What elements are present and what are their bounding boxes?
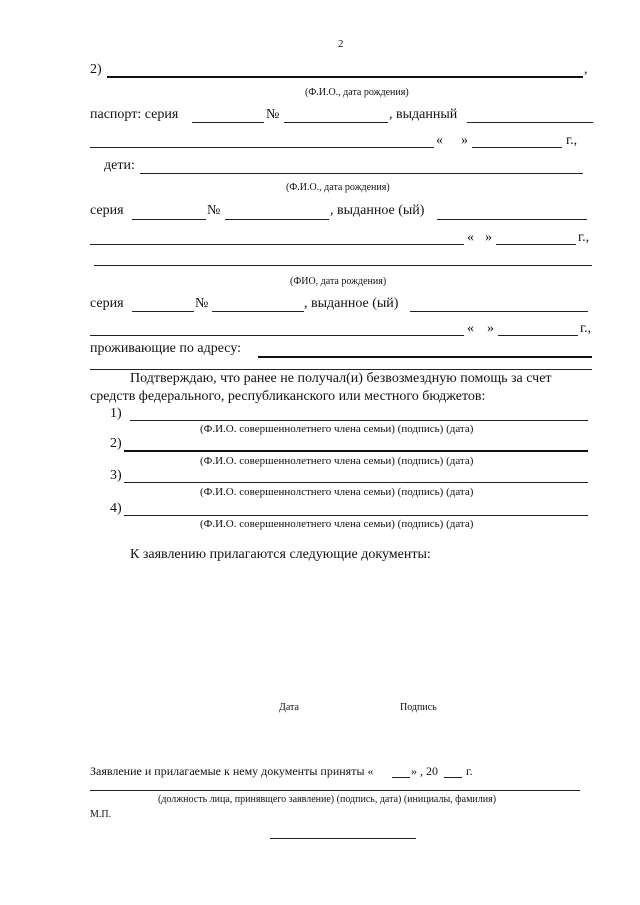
- bottom-signature-line: [270, 838, 416, 839]
- member4-number: 4): [110, 501, 122, 516]
- member3-line: [124, 482, 588, 483]
- child2-number-line: [212, 311, 304, 312]
- member1-number: 1): [110, 406, 122, 421]
- accepted-day-line: [392, 777, 410, 778]
- child1-date-close: »: [485, 230, 492, 245]
- children-label: дети:: [104, 158, 135, 173]
- child1-date-open: «: [467, 230, 474, 245]
- child1-number-sign: №: [207, 203, 221, 218]
- child1-issued-line: [437, 219, 587, 220]
- accepted-close: » , 20: [411, 764, 438, 778]
- attached-docs-heading: К заявлению прилагаются следующие документы:: [130, 547, 431, 562]
- passport-date-close: »: [461, 133, 468, 148]
- person2-number: 2): [90, 62, 102, 77]
- child2-issued-line: [410, 311, 588, 312]
- passport-year: г.,: [566, 133, 578, 148]
- passport-number-line: [284, 122, 388, 123]
- passport-issued-label: , выданный: [389, 107, 458, 122]
- person2-comma: ,: [584, 62, 588, 77]
- passport-issuer-line: [90, 147, 434, 148]
- member2-caption: (Ф.И.О. совершеннолетнего члена семьи) (подпись) (дата): [200, 455, 474, 467]
- passport-date-open: «: [436, 133, 443, 148]
- child2-issued-label: , выданное (ый): [304, 296, 399, 311]
- children-caption: (Ф.И.О., дата рождения): [286, 182, 390, 193]
- passport-issued-line: [467, 122, 593, 123]
- accepted-text: Заявление и прилагаемые к нему документы приняты «: [90, 764, 374, 778]
- date-label: Дата: [279, 702, 299, 713]
- child1-date-line: [496, 244, 576, 245]
- child2-series-label: серия: [90, 296, 124, 311]
- child2-name-line: [94, 265, 592, 266]
- child1-issued-label: , выданное (ый): [330, 203, 425, 218]
- stamp-label: М.П.: [90, 809, 112, 820]
- member4-caption: (Ф.И.О. совершеннолетнего члена семьи) (подпись) (дата): [200, 518, 474, 530]
- accepted-year-line: [444, 777, 462, 778]
- member2-line: [124, 450, 588, 452]
- member3-number: 3): [110, 468, 122, 483]
- passport-number-sign: №: [266, 107, 280, 122]
- children-name-line: [140, 173, 583, 174]
- child2-issuer-line: [90, 335, 464, 336]
- child2-date-line: [498, 335, 578, 336]
- member2-number: 2): [110, 436, 122, 451]
- member1-line: [130, 420, 588, 421]
- child2-year: г.,: [580, 321, 592, 336]
- passport-label: паспорт: серия: [90, 107, 179, 122]
- child2-number-sign: №: [195, 296, 209, 311]
- child2-caption: (ФИО, дата рождения): [290, 276, 387, 287]
- member3-caption: (Ф.И.О. совершеннолстнего члена семьи) (подпись) (дата): [200, 486, 474, 498]
- address-line: [258, 356, 592, 358]
- address-line-2: [90, 369, 592, 370]
- accepted-caption: (должность лица, принявщего заявление) (подпись, дата) (инициалы, фамилия): [158, 794, 497, 805]
- address-label: проживающие по адресу:: [90, 341, 242, 356]
- child1-number-line: [225, 219, 329, 220]
- child2-date-open: «: [467, 321, 474, 336]
- confirm-line-2: средств федерального, республиканского или местного бюджетов:: [90, 389, 486, 404]
- child1-series-label: серия: [90, 203, 124, 218]
- passport-date-line: [472, 147, 562, 148]
- accepted-official-line: [90, 790, 580, 791]
- child1-year: г.,: [578, 230, 590, 245]
- person2-name-line: [107, 76, 583, 78]
- child1-series-line: [132, 219, 206, 220]
- child2-series-line: [132, 311, 194, 312]
- page-number: 2: [338, 38, 344, 50]
- signature-label: Подпись: [400, 702, 437, 713]
- accepted-year: г.: [466, 764, 473, 778]
- member1-caption: (Ф.И.О. совершеннолетнего члена семьи) (подпись) (дата): [200, 423, 474, 435]
- child1-issuer-line: [90, 244, 464, 245]
- person2-caption: (Ф.И.О., дата рождения): [305, 87, 409, 98]
- passport-series-line: [192, 122, 264, 123]
- member4-line: [124, 515, 588, 516]
- child2-date-close: »: [487, 321, 494, 336]
- confirm-line-1: Подтверждаю, что ранее не получал(и) безвозмездную помощь за счет: [130, 371, 552, 386]
